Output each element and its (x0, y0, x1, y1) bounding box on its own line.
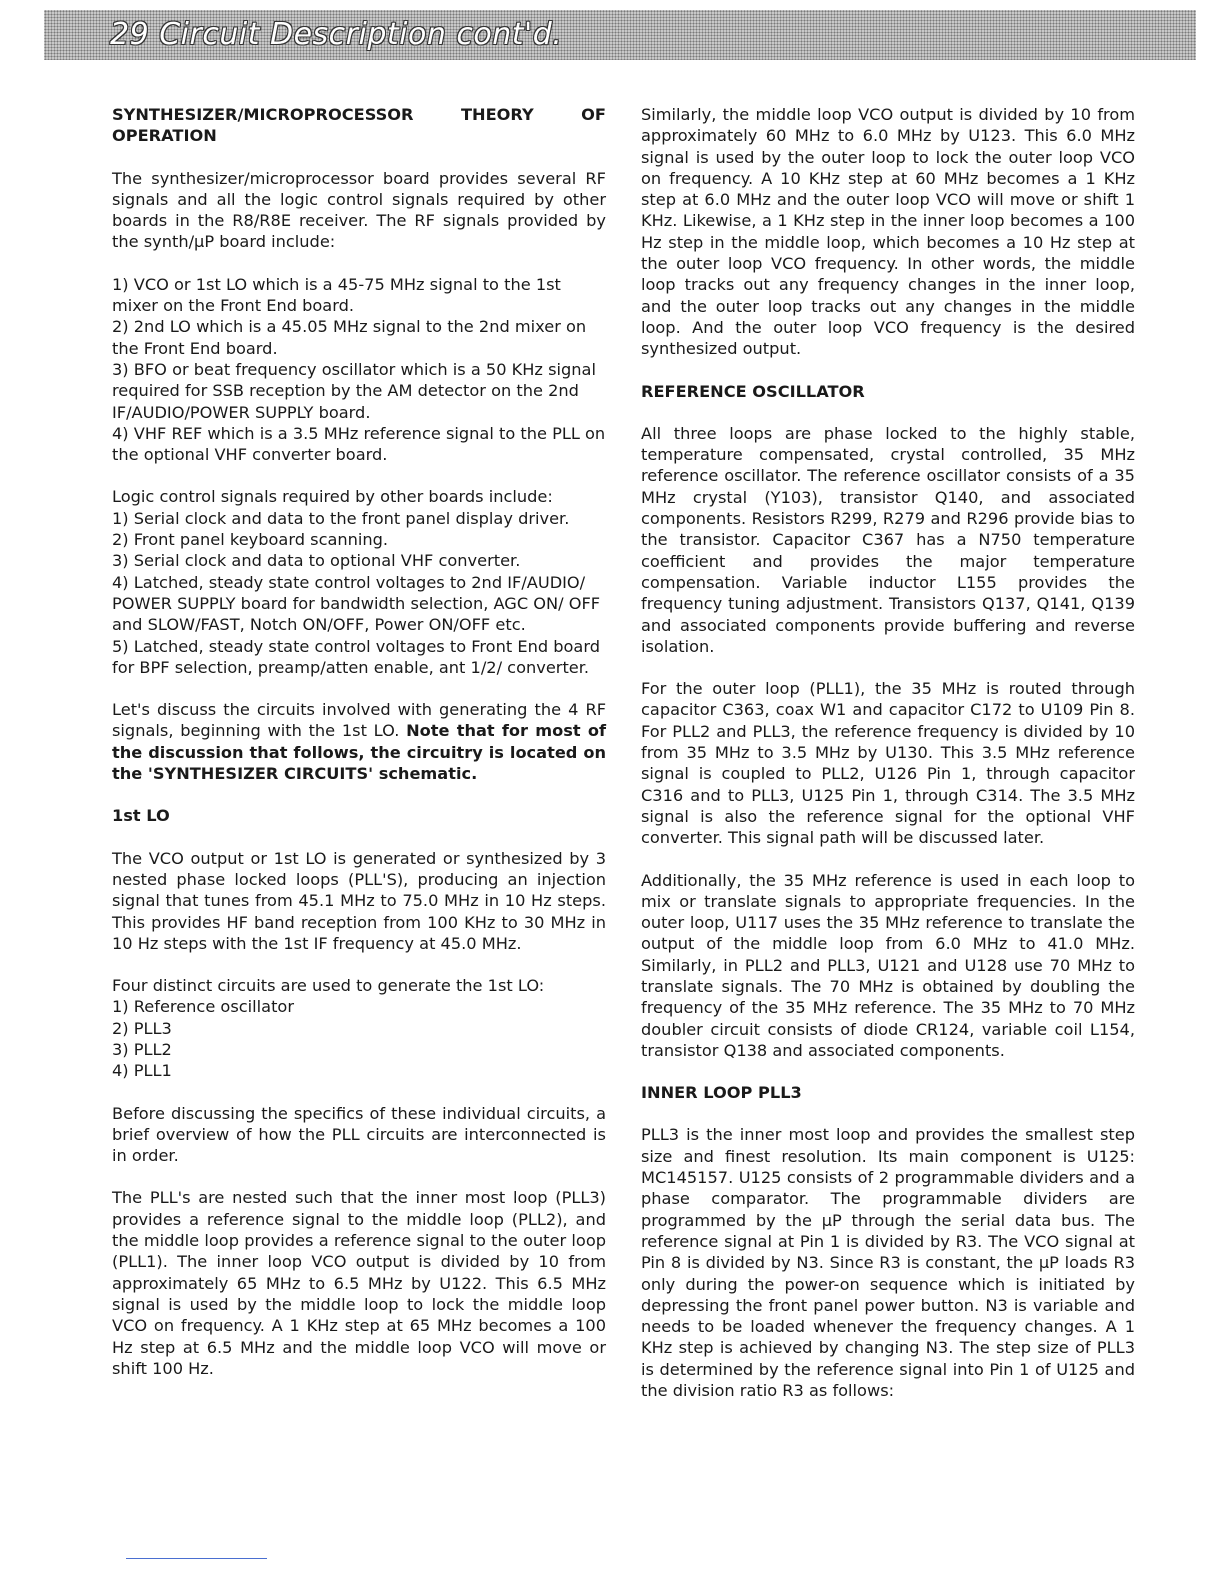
list-item: 3) BFO or beat frequency oscillator which is a 50 KHz signal required for SSB reception by the AM detector on the 2nd IF/AUDIO/POWER SUPPLY board. (112, 359, 596, 422)
paragraph-reference: All three loops are phase locked to the highly stable, temperature compensated, crystal controlled, 35 MHz reference oscillator. The reference oscillator consists of a 35 MHz crystal (Y103), transistor Q140, and associated components. Resistors R299, R279 and R296 provide bias to the transistor. Capacitor C367 has a N750 temperature coefficient and provides the major temperature compensation. Variable inductor L155 provides the frequency tuning adjustment. Transistors Q137, Q141, Q139 and associated components provide buffering and reverse isolation. (641, 423, 1135, 656)
list-item: 4) PLL1 (112, 1061, 172, 1081)
list-heading: Four distinct circuits are used to generate the 1st LO: (112, 976, 545, 996)
list-item: 2) Front panel keyboard scanning. (112, 530, 389, 550)
list-item: 2) 2nd LO which is a 45.05 MHz signal to the 2nd mixer on the Front End board. (112, 317, 587, 358)
right-column (641, 104, 1135, 1422)
list-item: 3) PLL2 (112, 1039, 172, 1059)
list-item: 3) Serial clock and data to optional VHF converter. (112, 551, 521, 571)
page-title: 29 Circuit Description cont'd. (110, 17, 563, 52)
discuss-text: Let's discuss the circuits involved with generating the 4 RF signals, beginning with the 1st LO. (112, 700, 606, 741)
list-item: 5) Latched, steady state control voltages to Front End board for BPF selection, preamp/atten enable, ant 1/2/ converter. (112, 636, 600, 677)
paragraph-similarly: Similarly, the middle loop VCO output is divided by 10 from approximately 60 MHz to 6.0 MHz by U123. This 6.0 MHz signal is used by the outer loop to lock the outer loop VCO on frequency. A 10 KHz step at 60 MHz becomes a 1 KHz step at 6.0 MHz and the outer loop VCO will move or shift 1 KHz. Likewise, a 1 KHz step in the inner loop becomes a 100 Hz step in the middle loop, which becomes a 10 Hz step at the outer loop VCO frequency. In other words, the middle loop tracks out any frequency changes in the inner loop, and the outer loop tracks out any changes in the middle loop. And the outer loop VCO frequency is the desired synthesized output. (641, 105, 1135, 359)
heading-reference-oscillator: REFERENCE OSCILLATOR (641, 381, 865, 401)
four-circuits-list (112, 975, 606, 1081)
list-item: 4) Latched, steady state control voltages to 2nd IF/AUDIO/ POWER SUPPLY board for bandwidth selection, AGC ON/ OFF and SLOW/FAST, Notch ON/OFF, Power ON/OFF etc. (112, 572, 601, 635)
paragraph-intro: The synthesizer/microprocessor board provides several RF signals and all the logic control signals required by other boards in the R8/R8E receiver. The RF signals provided by the synth/µP board include: (112, 168, 606, 252)
paragraph-discuss (112, 699, 606, 784)
page-header-banner (44, 10, 1196, 60)
paragraph-inner-loop: PLL3 is the inner most loop and provides the smallest step size and finest resolution. Its main component is U125: MC145157. U125 consists of 2 programmable dividers and a phase comparator. The programmable dividers are programmed by the µP through the serial data bus. The reference signal at Pin 1 is divided by R3. The VCO signal at Pin 8 is divided by N3. Since R3 is constant, the µP loads R3 only during the power-on sequence which is initiated by depressing the front panel power button. N3 is variable and needs to be loaded whenever the frequency changes. A 1 KHz step is achieved by changing N3. The step size of PLL3 is determined by the reference signal into Pin 1 of U125 and the division ratio R3 as follows: (641, 1125, 1135, 1401)
rf-signals-list (112, 274, 606, 466)
heading-1st-lo: 1st LO (112, 806, 170, 826)
heading-inner-loop: INNER LOOP PLL3 (641, 1083, 802, 1103)
paragraph-nested: The PLL's are nested such that the inner most loop (PLL3) provides a reference signal to the middle loop (PLL2), and the middle loop provides a reference signal to the outer loop (PLL1). The inner loop VCO output is divided by 10 from approximately 65 MHz to 6.5 MHz by U122. This 6.5 MHz signal is used by the middle loop to lock the middle loop VCO on frequency. A 1 KHz step at 65 MHz becomes a 100 Hz step at 6.5 MHz and the middle loop VCO will move or shift 100 Hz. (112, 1188, 606, 1378)
heading-synthesizer-theory: SYNTHESIZER/MICROPROCESSOR THEORY OF OPERATION (112, 105, 606, 146)
list-item: 1) Reference oscillator (112, 997, 294, 1017)
list-heading: Logic control signals required by other boards include: (112, 487, 553, 507)
paragraph-outer-loop: For the outer loop (PLL1), the 35 MHz is routed through capacitor C363, coax W1 and capacitor C172 to U109 Pin 8. For PLL2 and PLL3, the reference frequency is divided by 10 from 35 MHz to 3.5 MHz by U130. This 3.5 MHz reference signal is coupled to PLL2, U126 Pin 1, through capacitor C316 and to PLL3, U125 Pin 1, through C314. The 3.5 MHz signal is also the reference signal for the optional VHF converter. This signal path will be discussed later. (641, 679, 1135, 848)
paragraph-before: Before discussing the specifics of these individual circuits, a brief overview of how the PLL circuits are interconnected is in order. (112, 1103, 606, 1166)
list-item: 2) PLL3 (112, 1018, 172, 1038)
list-item: 1) VCO or 1st LO which is a 45-75 MHz signal to the 1st mixer on the Front End board. (112, 274, 561, 316)
paragraph-vco: The VCO output or 1st LO is generated or synthesized by 3 nested phase locked loops (PLL'S), producing an injection signal that tunes from 45.1 MHz to 75.0 MHz in 10 Hz steps. This provides HF band reception from 100 KHz to 30 MHz in 10 Hz steps with the 1st IF frequency at 45.0 MHz. (112, 848, 606, 953)
footer-rule (126, 1558, 267, 1559)
paragraph-additionally: Additionally, the 35 MHz reference is used in each loop to mix or translate signals to appropriate frequencies. In the outer loop, U117 uses the 35 MHz reference to translate the output of the middle loop from 6.0 MHz to 41.0 MHz. Similarly, in PLL2 and PLL3, U121 and U128 use 70 MHz to translate signals. The 70 MHz is obtained by doubling the frequency of the 35 MHz reference. The 35 MHz to 70 MHz doubler circuit consists of diode CR124, variable coil L154, transistor Q138 and associated components. (641, 870, 1135, 1060)
left-column (112, 104, 606, 1400)
discuss-bold-note: Note that for most of the discussion that follows, the circuitry is located on the 'SYNTHESIZER CIRCUITS' schematic. (112, 721, 606, 784)
logic-signals-list (112, 486, 606, 678)
list-item: 4) VHF REF which is a 3.5 MHz reference signal to the PLL on the optional VHF converter board. (112, 423, 606, 465)
list-item: 1) Serial clock and data to the front panel display driver. (112, 508, 570, 528)
